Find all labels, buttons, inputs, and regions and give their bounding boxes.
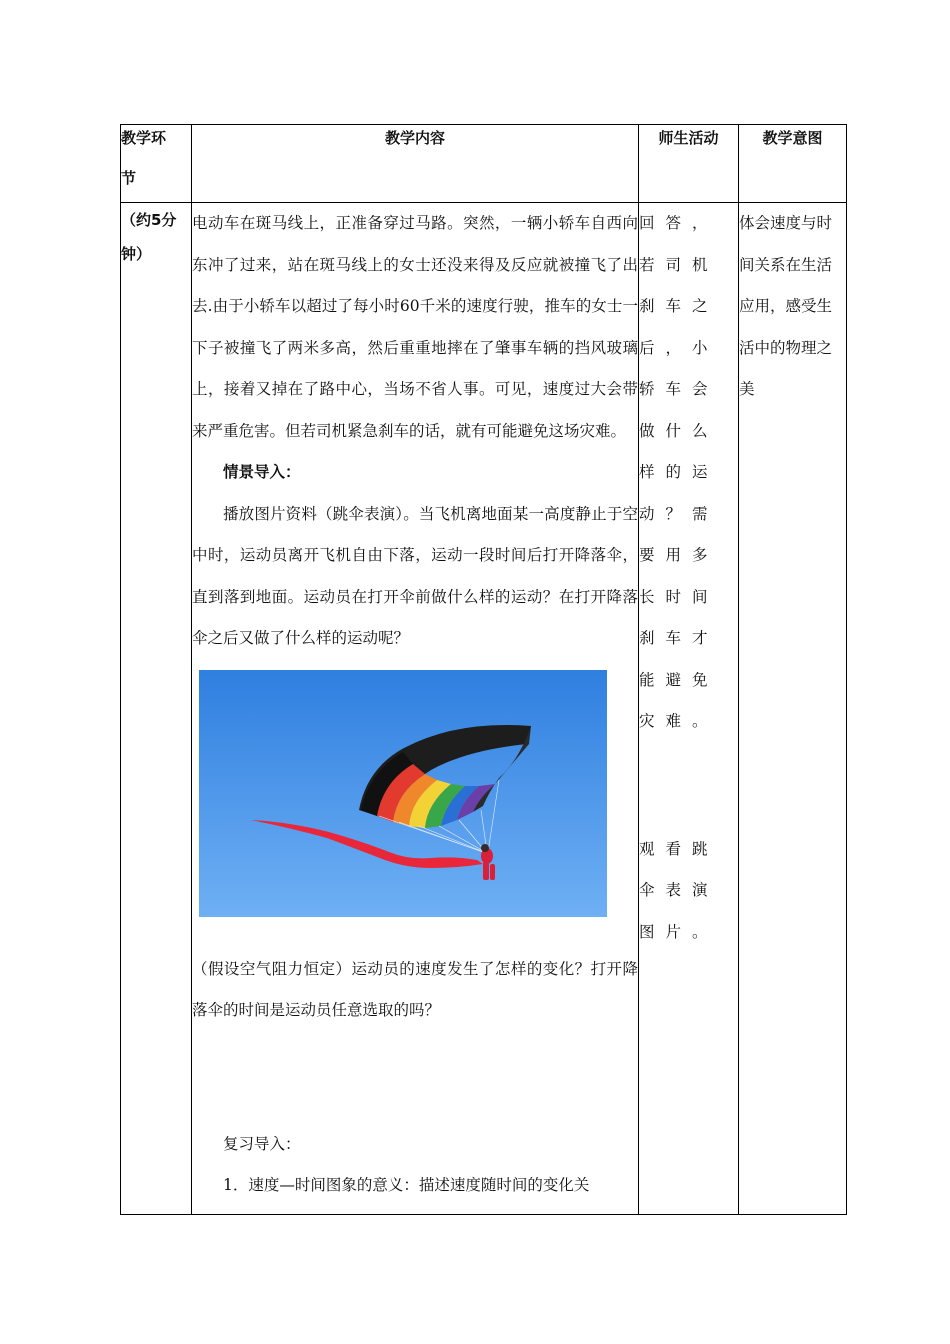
header-activity: 师生活动 <box>639 125 739 203</box>
lesson-table <box>120 124 847 1215</box>
header-stage <box>121 125 192 203</box>
scenario-heading: 情景导入： <box>223 463 301 481</box>
content-paragraph-3: （假设空气阻力恒定）运动员的速度发生了怎样的变化？打开降落伞的时间是运动员任意选取的吗？ <box>192 959 638 1019</box>
header-content: 教学内容 <box>192 125 639 203</box>
header-row <box>121 125 847 203</box>
activity-text-2: 观看跳伞表演图片。 <box>639 839 719 941</box>
lesson-row <box>121 203 847 1215</box>
intent-cell: 体会速度与时间关系在生活应用，感受生活中的物理之美 <box>739 203 847 1215</box>
review-item-1: 1．速度—时间图象的意义：描述速度随时间的变化关 <box>223 1176 590 1194</box>
content-cell <box>192 203 639 1215</box>
header-stage-line1: 教学环 <box>121 129 167 147</box>
review-heading: 复习导入： <box>223 1134 301 1153</box>
content-paragraph-2: 播放图片资料（跳伞表演）。当飞机离地面某一高度静止于空中时，运动员离开飞机自由下落，运动一段时间后打开降落伞，直到落到地面。运动员在打开伞前做什么样的运动？在打开降落伞之后又做了什么样的运动呢？ <box>192 504 638 647</box>
activity-text-1: 回答，若司机刹车之后，小轿车会做什么样的运动？需要用多长时间刹车才能避免灾难。 <box>639 214 719 730</box>
parachute-photo <box>199 670 607 917</box>
activity-cell <box>639 203 739 1215</box>
header-intent: 教学意图 <box>739 125 847 203</box>
header-stage-line2: 节 <box>121 169 137 187</box>
stage-cell: （约5分钟） <box>121 203 192 1215</box>
content-paragraph-1: 电动车在斑马线上，正准备穿过马路。突然，一辆小轿车自西向东冲了过来，站在斑马线上的女士还没来得及反应就被撞飞了出去.由于小轿车以超过了每小时60千米的速度行驶，推车的女士一下子被撞飞了两米多高，然后重重地摔在了肇事车辆的挡风玻璃上，接着又掉在了路中心，当场不省人事。可见，速度过大会带来严重危害。但若司机紧急刹车的话，就有可能避免这场灾难。 <box>192 214 638 440</box>
